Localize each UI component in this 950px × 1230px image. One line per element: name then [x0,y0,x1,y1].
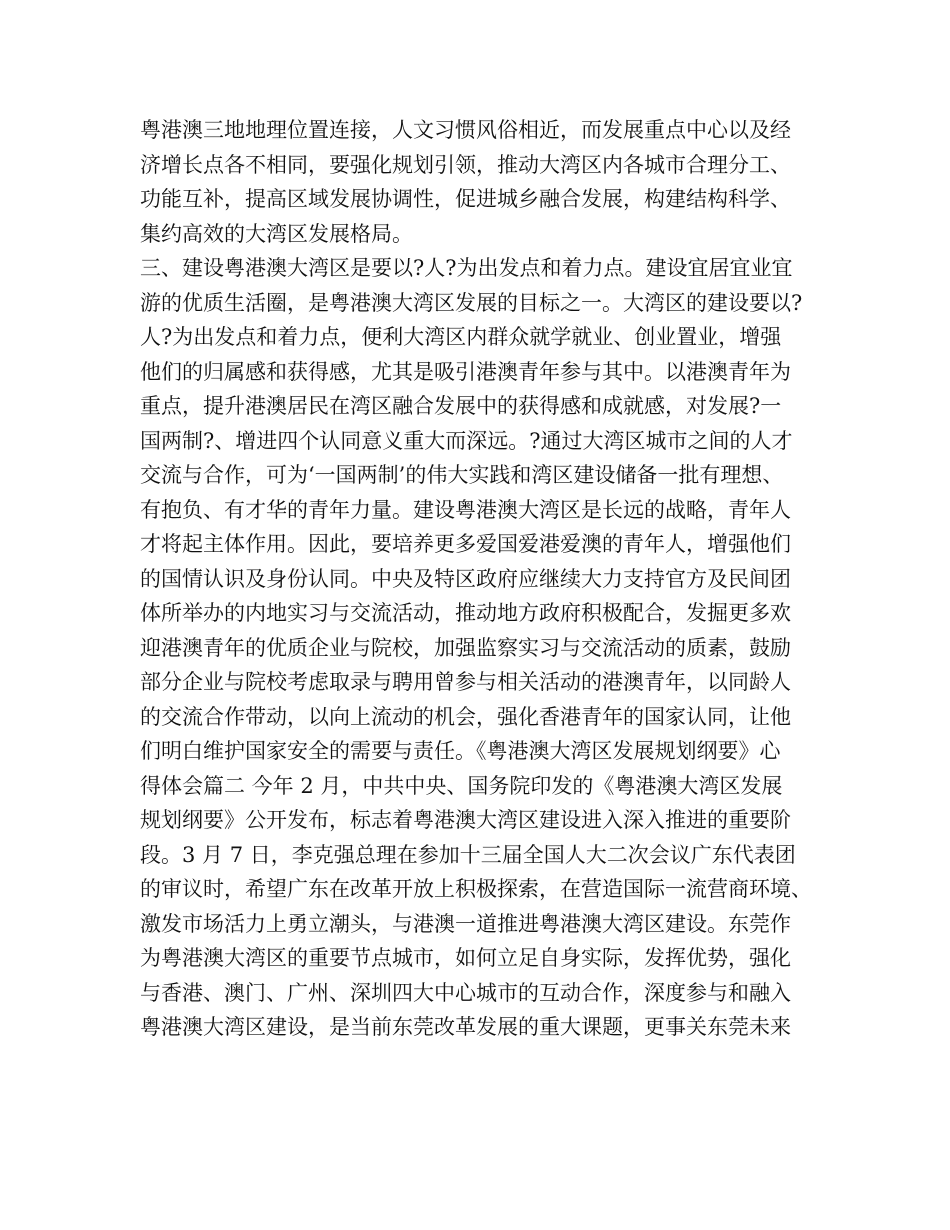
text-line: 他们的归属感和获得感，尤其是吸引港澳青年参与其中。以港澳青年为 [140,359,791,384]
text-line: 的国情认识及身份认同。中央及特区政府应继续大力支持官方及民间团 [140,566,791,591]
text-line: 规划纲要》公开发布，标志着粤港澳大湾区建设进入深入推进的重要阶 [140,808,791,832]
text-line: 国两制?、增进四个认同意义重大而深远。?通过大湾区城市之间的人才 [140,428,793,453]
text-line: 体所举办的内地实习与交流活动，推动地方政府积极配合，发掘更多欢 [140,601,791,625]
text-line: 粤港澳大湾区建设，是当前东莞改革发展的重大课题，更事关东莞未来 [140,1015,791,1039]
text-line: 得体会篇二 今年 2 月，中共中央、国务院印发的《粤港澳大湾区发展 [140,773,783,798]
text-line: 们明白维护国家安全的需要与责任。《粤港澳大湾区发展规划纲要》心 [140,739,781,763]
text-line: 集约高效的大湾区发展格局。 [140,221,413,246]
text-line: 粤港澳三地地理位置连接，人文习惯风俗相近，而发展重点中心以及经 [140,118,791,142]
text-line: 与香港、澳门、广州、深圳四大中心城市的互动合作，深度参与和融入 [140,980,791,1005]
text-line: 功能互补，提高区域发展协调性，促进城乡融合发展，构建结构科学、 [140,187,791,211]
text-line: 重点，提升港澳居民在湾区融合发展中的获得感和成就感，对发展?一 [140,394,782,418]
text-line: 人?为出发点和着力点，便利大湾区内群众就学就业、创业置业，增强 [140,325,782,349]
text-line: 的交流合作带动，以向上流动的机会，强化香港青年的国家认同，让他 [140,704,791,729]
text-line: 才将起主体作用。因此，要培养更多爱国爱港爱澳的青年人，增强他们 [140,532,791,556]
text-line: 有抱负、有才华的青年力量。建设粤港澳大湾区是长远的战略，青年人 [140,497,791,522]
body-text [140,113,830,1045]
text-line: 部分企业与院校考虑取录与聘用曾参与相关活动的港澳青年，以同龄人 [140,670,791,694]
text-line: 游的优质生活圈，是粤港澳大湾区发展的目标之一。大湾区的建设要以? [140,290,803,315]
text-line: 激发市场活力上勇立潮头，与港澳一道推进粤港澳大湾区建设。东莞作 [140,911,791,936]
text-line: 迎港澳青年的优质企业与院校，加强监察实习与交流活动的质素，鼓励 [140,635,791,660]
text-line: 段。3 月 7 日，李克强总理在参加十三届全国人大二次会议广东代表团 [140,842,796,867]
text-line: 三、建设粤港澳大湾区是要以?人?为出发点和着力点。建设宜居宜业宜 [140,256,793,280]
text-line: 交流与合作，可为‘一国两制’的伟大实践和湾区建设储备一批有理想、 [140,463,784,487]
text-line: 的审议时，希望广东在改革开放上积极探索，在营造国际一流营商环境、 [140,877,812,901]
text-line: 为粤港澳大湾区的重要节点城市，如何立足自身实际，发挥优势，强化 [140,946,791,970]
text-line: 济增长点各不相同，要强化规划引领，推动大湾区内各城市合理分工、 [140,152,791,177]
